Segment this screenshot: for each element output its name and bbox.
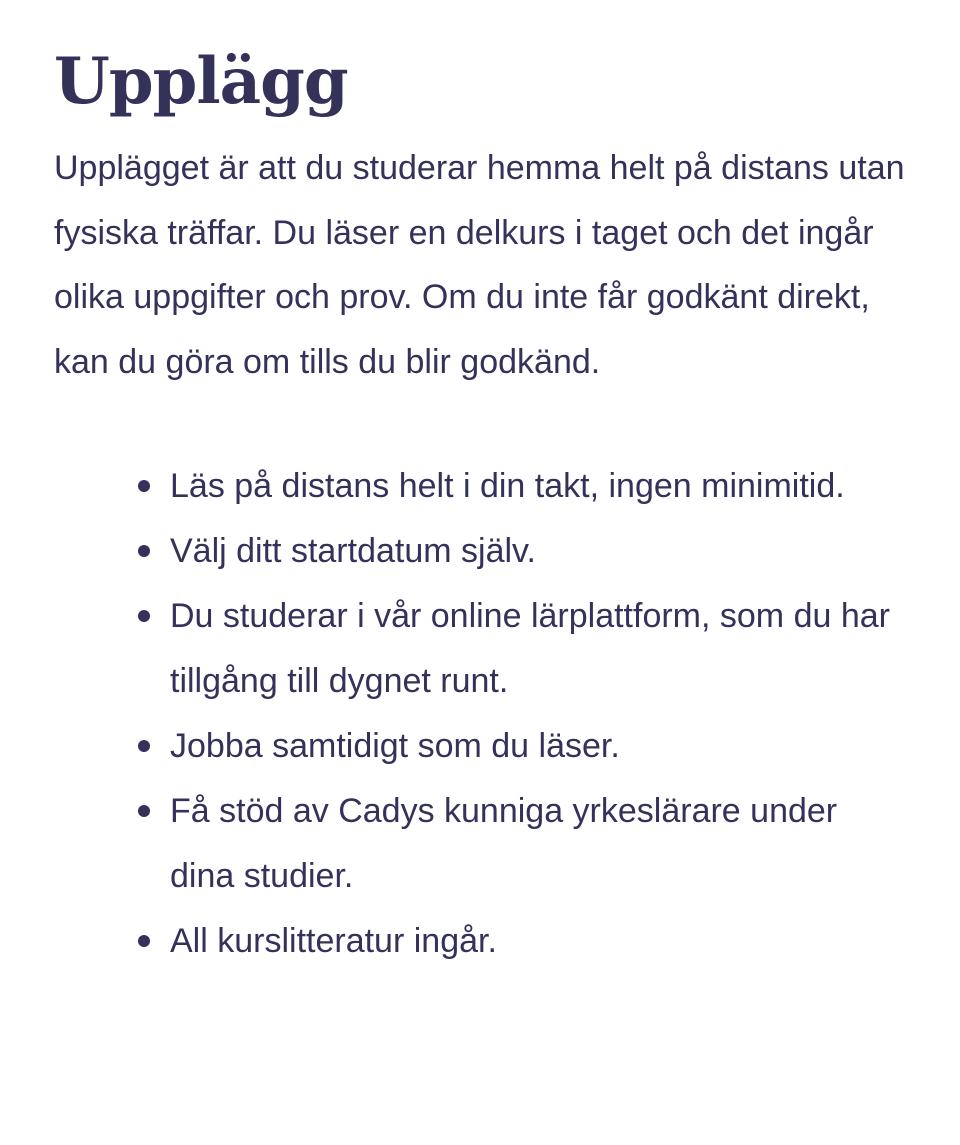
list-item: [170, 779, 890, 909]
list-item-text: Läs på distans helt i din takt, ingen minimitid.: [170, 467, 845, 505]
list-item: [170, 909, 890, 974]
list-item-text: Jobba samtidigt som du läser.: [170, 727, 620, 765]
bullet-icon: [138, 610, 150, 622]
section-title: Upplägg: [54, 44, 348, 119]
list-item-text: Få stöd av Cadys kunniga yrkeslärare under dina studier.: [170, 792, 838, 895]
list-item: [170, 584, 890, 714]
upplagg-section: [54, 40, 924, 974]
list-item-text: All kurslitteratur ingår.: [170, 922, 497, 960]
bullet-icon: [138, 480, 150, 492]
feature-list: [54, 454, 924, 974]
list-item: [170, 454, 890, 519]
list-item-text: Du studerar i vår online lärplattform, som du har tillgång till dygnet runt.: [170, 597, 890, 700]
bullet-icon: [138, 805, 150, 817]
list-item-text: Välj ditt startdatum själv.: [170, 532, 536, 570]
bullet-icon: [138, 740, 150, 752]
list-item: [170, 714, 890, 779]
list-item: [170, 519, 890, 584]
intro-paragraph: Upplägget är att du studerar hemma helt på distans utan fysiska träffar. Du läser en delkurs i taget och det ingår olika uppgifter och prov. Om du inte får godkänt direkt, kan du göra om tills du blir godkänd.: [54, 149, 905, 381]
bullet-icon: [138, 545, 150, 557]
bullet-icon: [138, 935, 150, 947]
